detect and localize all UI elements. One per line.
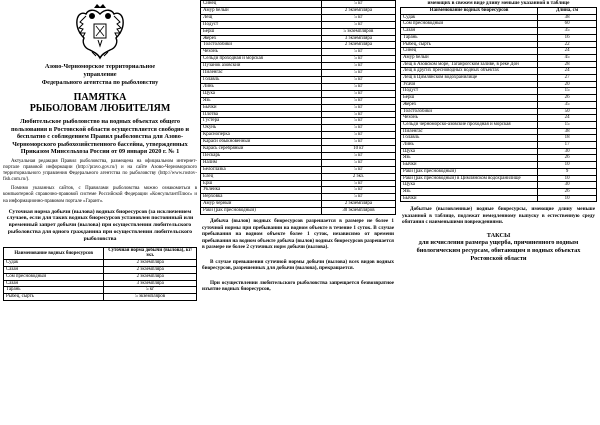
value-cell: 38 — [538, 128, 597, 135]
value-cell: 5 кг — [321, 70, 395, 77]
species-cell: Густера — [201, 118, 322, 125]
value-cell: 35 — [538, 28, 597, 35]
species-cell: Подуст — [401, 88, 538, 95]
value-cell: 5 кг — [321, 187, 395, 194]
value-cell: 5 кг — [321, 49, 395, 56]
species-cell: Раки (рак пресноводный) — [201, 208, 322, 215]
value-cell: 28 — [538, 61, 597, 68]
organization-name — [3, 63, 197, 87]
value-cell: 3 экземпляра — [104, 280, 197, 287]
table-row — [401, 68, 597, 75]
table-row — [201, 146, 396, 153]
value-cell: 24 — [538, 68, 597, 75]
rules-source-paragraph: Актуальная редакция Правил рыболовства, размещена на официальном интернет-портале правовой информации (http://pravo.gov.ru/) и на сайте Азово-Черноморского территориального управления Федерального агентства по рыболовству (http://www.rostov-fish.com.ru/). — [3, 158, 197, 183]
table-row — [401, 121, 597, 128]
value-cell: 5 кг — [321, 159, 395, 166]
species-cell: Голавль — [201, 76, 322, 83]
value-cell: 5 кг — [321, 1, 395, 8]
table-row — [4, 294, 197, 301]
right-column — [400, 0, 597, 425]
table-row — [401, 41, 597, 48]
species-cell: Щука — [401, 182, 538, 189]
table-row — [201, 21, 396, 28]
species-cell: Сазан — [401, 28, 538, 35]
table-row — [201, 83, 396, 90]
species-cell: Щука — [201, 90, 322, 97]
table-row — [201, 7, 396, 14]
table-row — [401, 182, 597, 189]
species-cell: Сельди черноморско-азовские проходная и морская — [401, 121, 538, 128]
title-line: РЫБОЛОВАМ ЛЮБИТЕЛЯМ — [29, 103, 171, 114]
catch-per-stay-paragraph: Добыча (вылов) водных биоресурсов разрешается в размере не более 1 суточной нормы при пребывании на водном объекте в течение 1 суток. В случае пребывания на водном объекте более 1 суток, независимо от времени пребывания на водном объекте добыча (вылов) водных биоресурсов разрешается в размере не более 2 суточных норм добычи (вылова). — [202, 218, 394, 251]
table-row — [201, 173, 396, 180]
value-cell: 5 кг — [321, 139, 395, 146]
value-cell: 9 — [538, 168, 597, 175]
value-cell: 2 экземпляра — [321, 42, 395, 49]
species-cell: Ерш — [201, 180, 322, 187]
species-cell: Пиленгас — [201, 70, 322, 77]
species-cell: Линь — [201, 83, 322, 90]
value-cell: 5 кг — [321, 97, 395, 104]
value-cell: 45 — [538, 54, 597, 61]
table-row — [201, 49, 396, 56]
species-cell: Окунь — [201, 125, 322, 132]
table-row — [401, 188, 597, 195]
table-row — [401, 115, 597, 122]
value-cell: 20 — [538, 81, 597, 88]
species-cell: Судак — [401, 14, 538, 21]
table-row — [401, 128, 597, 135]
column-header-length: Длина, см — [538, 8, 597, 15]
value-cell: 5 экземпляров — [104, 294, 197, 301]
table-row — [201, 35, 396, 42]
table-row — [401, 168, 597, 175]
species-cell: Рыбец, сырть — [4, 294, 104, 301]
size-limit-paragraph: При осуществлении любительского рыболовства запрещается безвозвратное изъятие водных биоресурсов, — [202, 279, 394, 293]
species-cell: Голавль — [401, 135, 538, 142]
table-row — [4, 280, 197, 287]
org-line: Федерального агентства по рыболовству — [41, 79, 159, 86]
value-cell: 5 кг — [321, 14, 395, 21]
value-cell: 16 — [538, 34, 597, 41]
species-cell: Рыбец, сырть — [401, 41, 538, 48]
table-row — [401, 148, 597, 155]
value-cell: 5 кг — [321, 63, 395, 70]
species-cell: Раки (рак пресноводный) в Цимлянском водохранилище — [401, 175, 538, 182]
species-cell: Белоглазка — [201, 166, 322, 173]
species-cell: Бычки — [401, 162, 538, 169]
table-row — [401, 108, 597, 115]
species-cell: Лещ в других пресноводных водных объектах — [401, 68, 538, 75]
value-cell: 5 кг — [321, 180, 395, 187]
table-row — [401, 28, 597, 35]
species-cell: Амур черный — [201, 201, 322, 208]
table-row — [401, 101, 597, 108]
table-row — [201, 139, 396, 146]
value-cell: 5 кг — [321, 83, 395, 90]
value-cell: 2 экземпляра — [321, 7, 395, 14]
value-cell: 24 — [538, 115, 597, 122]
species-cell: Тарань — [4, 287, 104, 294]
value-cell: 5 кг — [321, 132, 395, 139]
value-cell: 5 кг — [321, 125, 395, 132]
table-row — [401, 48, 597, 55]
table-row — [201, 111, 396, 118]
column-header-species: Наименование водных биоресурсов — [4, 247, 104, 260]
table-row — [201, 42, 396, 49]
species-cell: Судак — [4, 260, 104, 267]
size-table-intro: имеющих в свежем виде длину меньше указанной в таблице — [427, 0, 570, 6]
value-cell: 5 кг — [321, 194, 395, 201]
table-row — [201, 63, 396, 70]
value-cell: 60 — [538, 21, 597, 28]
species-cell: Верховка — [201, 194, 322, 201]
species-cell: Елец — [201, 173, 322, 180]
species-cell: Лещ — [201, 14, 322, 21]
table-row — [401, 175, 597, 182]
value-cell: 26 — [538, 188, 597, 195]
species-cell: Пескарь — [201, 152, 322, 159]
daily-quota-table-continued — [200, 0, 396, 215]
middle-column — [200, 0, 396, 425]
species-cell: Пузанок азовский — [201, 63, 322, 70]
org-line: Азово-Черноморское территориальное — [44, 63, 156, 70]
value-cell: 30 — [538, 148, 597, 155]
value-cell: 10 кг — [321, 146, 395, 153]
species-cell: Амур белый — [201, 7, 322, 14]
species-cell: Плотва — [201, 111, 322, 118]
table-row — [201, 28, 396, 35]
daily-quota-heading: Суточная норма добычи (вылова) водных биоресурсов (за исключением случаев, если для таких водных биоресурсов установлен постоянный или временный запрет добычи (вылова) при осуществлении любительского рыболовства для одного гражданина при осуществлении любительского рыболовства — [6, 208, 194, 242]
table-row — [201, 1, 396, 8]
species-cell: Пиленгас — [401, 128, 538, 135]
table-row — [401, 75, 597, 82]
table-row — [401, 34, 597, 41]
value-cell: 15 — [538, 88, 597, 95]
value-cell: 5 кг — [321, 152, 395, 159]
value-cell: 22 — [538, 41, 597, 48]
species-cell: Язь — [401, 155, 538, 162]
table-row — [201, 76, 396, 83]
org-line: управление — [83, 71, 117, 78]
table-row — [201, 70, 396, 77]
table-row — [201, 194, 396, 201]
table-row — [401, 155, 597, 162]
table-row — [401, 135, 597, 142]
table-row — [201, 14, 396, 21]
species-cell: Раки (рак пресноводный) — [401, 168, 538, 175]
species-cell: Язь — [401, 188, 538, 195]
table-row — [4, 287, 197, 294]
species-cell: Усачи — [401, 81, 538, 88]
value-cell: 10 — [538, 195, 597, 202]
species-cell: Красноперка — [201, 132, 322, 139]
table-row — [201, 187, 396, 194]
lead-paragraph: Любительское рыболовство на водных объектах общего пользования в Ростовской области осуществляется свободно и бесплатно с соблюдением Правил рыболовства для Азово-Черноморского рыбохозяйственного бассейна, утвержденных Приказом Минсельхоза России от 09 января 2020 г. № 1 — [10, 118, 190, 156]
table-row — [201, 118, 396, 125]
table-row — [401, 14, 597, 21]
species-cell: Уклейка — [201, 187, 322, 194]
species-cell: Синец — [201, 1, 322, 8]
table-row — [201, 201, 396, 208]
value-cell: 26 — [538, 155, 597, 162]
species-cell: Чехонь — [201, 49, 322, 56]
species-cell: Берш — [201, 28, 322, 35]
value-cell: 5 кг — [321, 118, 395, 125]
species-cell: Толстолобики — [401, 108, 538, 115]
taxes-title: ТАКСЫ — [486, 231, 511, 239]
species-cell: Сазан — [4, 280, 104, 287]
value-cell: 30 экземпляров — [321, 208, 395, 215]
title-line: ПАМЯТКА — [73, 92, 127, 103]
table-row — [4, 267, 197, 274]
species-cell: Караси обыкновенный — [201, 139, 322, 146]
table-row — [201, 152, 396, 159]
left-column — [3, 0, 197, 425]
table-row — [201, 159, 396, 166]
species-cell: Жерех — [201, 35, 322, 42]
value-cell: 5 кг — [321, 56, 395, 63]
species-cell: Карась серебряный — [201, 146, 322, 153]
value-cell: 18 — [538, 135, 597, 142]
table-row — [4, 260, 197, 267]
value-cell: 15 — [538, 121, 597, 128]
table-row — [401, 142, 597, 149]
value-cell: 5 кг — [321, 104, 395, 111]
species-cell: Сом пресноводный — [4, 273, 104, 280]
species-cell: Синец — [401, 48, 538, 55]
value-cell: 5 кг — [321, 76, 395, 83]
table-row — [201, 90, 396, 97]
species-cell: Сельди проходная и морская — [201, 56, 322, 63]
value-cell: 10 — [538, 175, 597, 182]
column-header-species: Наименование водных биоресурсов — [401, 8, 538, 15]
species-cell: Лещ в Азовском море, Таганрогском заливе, в реке Дон — [401, 61, 538, 68]
table-row — [401, 195, 597, 202]
legal-systems-paragraph: Помимо указанных сайтов, с Правилами рыболовства можно ознакомиться в компьютерной справочно-правовой системе Российской Федерации «КонсультантПлюс» и на информационно-правовом портале «Гарант». — [3, 186, 197, 204]
species-cell: Амур белый — [401, 54, 538, 61]
value-cell: 5 кг — [104, 287, 197, 294]
table-row — [201, 97, 396, 104]
value-cell: 10 — [538, 162, 597, 169]
value-cell: 50 — [538, 108, 597, 115]
table-row — [401, 21, 597, 28]
species-cell: Налим — [201, 159, 322, 166]
species-cell: Жерех — [401, 101, 538, 108]
table-row — [401, 54, 597, 61]
value-cell: 2 экземпляра — [104, 260, 197, 267]
species-cell: Бычки — [201, 104, 322, 111]
table-row — [201, 166, 396, 173]
taxes-subtitle: для исчисления размера ущерба, причиненного водным биологическим ресурсам, обитающим в водных объектах Ростовской области — [416, 239, 581, 262]
value-cell: 5 кг — [321, 21, 395, 28]
table-row — [201, 125, 396, 132]
table-row — [201, 180, 396, 187]
table-row — [401, 88, 597, 95]
table-row — [201, 104, 396, 111]
species-cell: Линь — [401, 142, 538, 149]
value-cell: 27 — [538, 75, 597, 82]
species-cell: Чехонь — [401, 115, 538, 122]
table-row — [401, 162, 597, 169]
value-cell: 17 — [538, 142, 597, 149]
value-cell: 2 экземпляра — [104, 273, 197, 280]
species-cell: Тарань — [401, 34, 538, 41]
table-row — [401, 95, 597, 102]
species-cell: Лещ в Цимлянском водохранилище — [401, 75, 538, 82]
value-cell: 38 — [538, 14, 597, 21]
species-cell: Сом пресноводный — [401, 21, 538, 28]
species-cell: Берш — [401, 95, 538, 102]
table-row — [401, 61, 597, 68]
species-cell: Щука — [401, 148, 538, 155]
column-header-daily-norm: Суточная норма добычи (вылова), кг/экз. — [104, 247, 197, 260]
species-cell: Подуст — [201, 21, 322, 28]
coat-of-arms-icon — [74, 2, 126, 60]
value-cell: 2 экземпляра — [104, 267, 197, 274]
table-row — [4, 273, 197, 280]
table-row — [201, 132, 396, 139]
species-cell: Бычки — [401, 195, 538, 202]
species-cell: Толстолобики — [201, 42, 322, 49]
table-row — [201, 208, 396, 215]
value-cell: 30 — [538, 182, 597, 189]
value-cell: 2 экз. — [321, 173, 395, 180]
value-cell: 5 экземпляров — [321, 28, 395, 35]
species-cell: Язь — [201, 97, 322, 104]
value-cell: 26 — [538, 95, 597, 102]
value-cell: 2 экземпляра — [321, 201, 395, 208]
value-cell: 35 — [538, 101, 597, 108]
release-paragraph: Добытые (выловленные) водные биоресурсы, имеющие длину меньше указанной в таблице, подлежат немедленному выпуску в естественную среду обитания с наименьшими повреждениями. — [402, 206, 595, 226]
value-cell: 5 кг — [321, 90, 395, 97]
value-cell: 5 кг — [321, 111, 395, 118]
table-row — [201, 56, 396, 63]
daily-quota-table — [3, 247, 197, 301]
quota-exceeded-paragraph: В случае превышения суточной нормы добычи (вылова) всех видов водных биоресурсов, разрешенных для добычи (вылова), прекращается. — [202, 258, 394, 272]
value-cell: 3 экземпляра — [321, 35, 395, 42]
table-row — [401, 81, 597, 88]
taxes-heading — [400, 232, 597, 262]
value-cell: 5 кг — [321, 166, 395, 173]
minimum-size-table — [400, 7, 597, 202]
value-cell: 24 — [538, 48, 597, 55]
document-title — [3, 92, 197, 114]
species-cell: Сазан — [4, 267, 104, 274]
